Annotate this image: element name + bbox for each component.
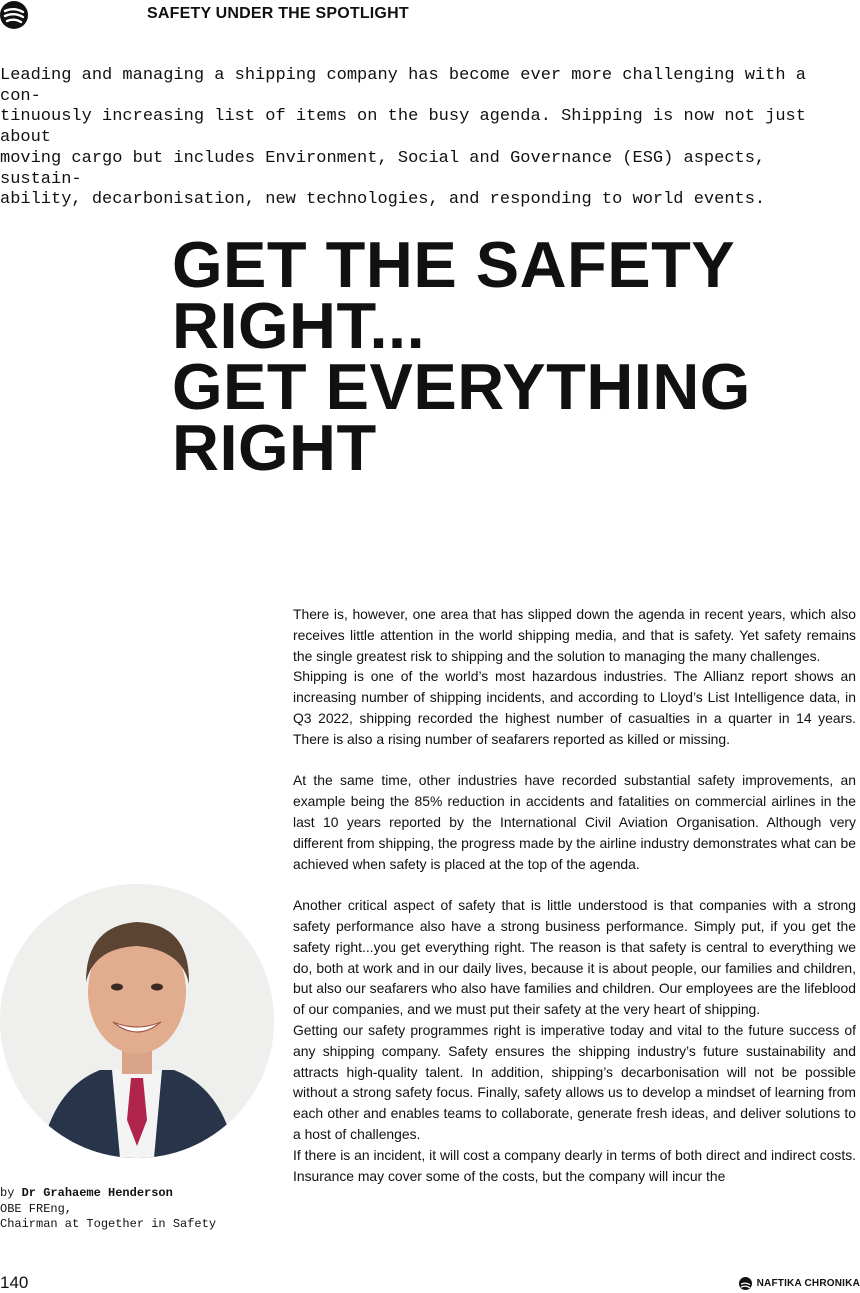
naftika-wave-logo-icon [739, 1277, 752, 1290]
article-paragraph: Shipping is one of the world’s most hazardous industries. The Allianz report shows an increasing number of shipping incidents, and according to Lloyd’s List Intelligence data, in Q3 2022, shipping recorded the highest number of casualties in a quarter in 14 years. There is also a rising number of seafarers reported as killed or missing. [293, 668, 856, 747]
author-honours: OBE FREng, [0, 1201, 73, 1216]
byline-prefix: by [0, 1186, 15, 1200]
section-title: SAFETY UNDER THE SPOTLIGHT [147, 5, 409, 22]
article-paragraph: There is, however, one area that has slipped down the agenda in recent years, which also receives little attention in the world shipping media, and that is safety. Yet safety remains the single greatest risk to shipping and the solution to managing the many challenges. [293, 606, 856, 664]
article-headline [172, 228, 852, 484]
article-paragraph: Another critical aspect of safety that is little understood is that companies with a strong safety performance also have a strong business performance. Simply put, if you get the safety right...you get everything right. The reason is that safety is central to everything we do, both at work and in our daily lives, because it is about people, our families and children, but also our seafarers who also have families and children. Our employees are the lifeblood of our companies, and we must put their safety at the very heart of shipping. [293, 897, 856, 1018]
article-body [293, 604, 856, 1244]
article-paragraph: At the same time, other industries have recorded substantial safety improvements, an example being the 85% reduction in accidents and fatalities on commercial airlines in the last 10 years reported by the International Civil Aviation Organisation. Although very different from shipping, the progress made by the airline industry demonstrates what can be achieved when safety is placed at the top of the agenda. [293, 772, 856, 872]
author-portrait [0, 884, 274, 1158]
headline-line: RIGHT [172, 411, 377, 484]
headline-line: GET EVERYTHING [172, 350, 751, 423]
lead-paragraph [0, 66, 855, 211]
publication-name: NAFTIKA CHRONIKA [756, 1277, 860, 1289]
headline-line: GET THE SAFETY [172, 228, 736, 301]
lead-line: tinuously increasing list of items on the busy agenda. Shipping is now not just about [0, 107, 806, 148]
lead-line: ability, decarbonisation, new technologies, and responding to world events. [0, 190, 766, 210]
page-number: 140 [0, 1273, 29, 1292]
article-paragraph: If there is an incident, it will cost a company dearly in terms of both direct and indirect costs. Insurance may cover some of the costs, but the company will incur the [293, 1146, 856, 1184]
author-role: Chairman at Together in Safety [0, 1217, 217, 1231]
author-name: Dr Grahaeme Henderson [21, 1186, 173, 1200]
author-byline [0, 1186, 216, 1233]
headline-line: RIGHT... [172, 289, 426, 362]
lead-line: Leading and managing a shipping company has become ever more challenging with a con- [0, 66, 806, 106]
naftika-wave-logo-icon [0, 1, 28, 29]
lead-line: moving cargo but includes Environment, Social and Governance (ESG) aspects, sustain- [0, 148, 766, 189]
article-paragraph: Getting our safety programmes right is imperative today and vital to the future success of any shipping company. Safety ensures the shipping industry’s future sustainability and attracts high-quality talent. In addition, shipping’s decarbonisation will not be possible without a strong safety focus. Finally, safety allows us to develop a mindset of learning from each other and enables teams to collaborate, generate fresh ideas, and deliver solutions to a host of challenges. [293, 1021, 856, 1142]
publication-brand [739, 1275, 860, 1291]
